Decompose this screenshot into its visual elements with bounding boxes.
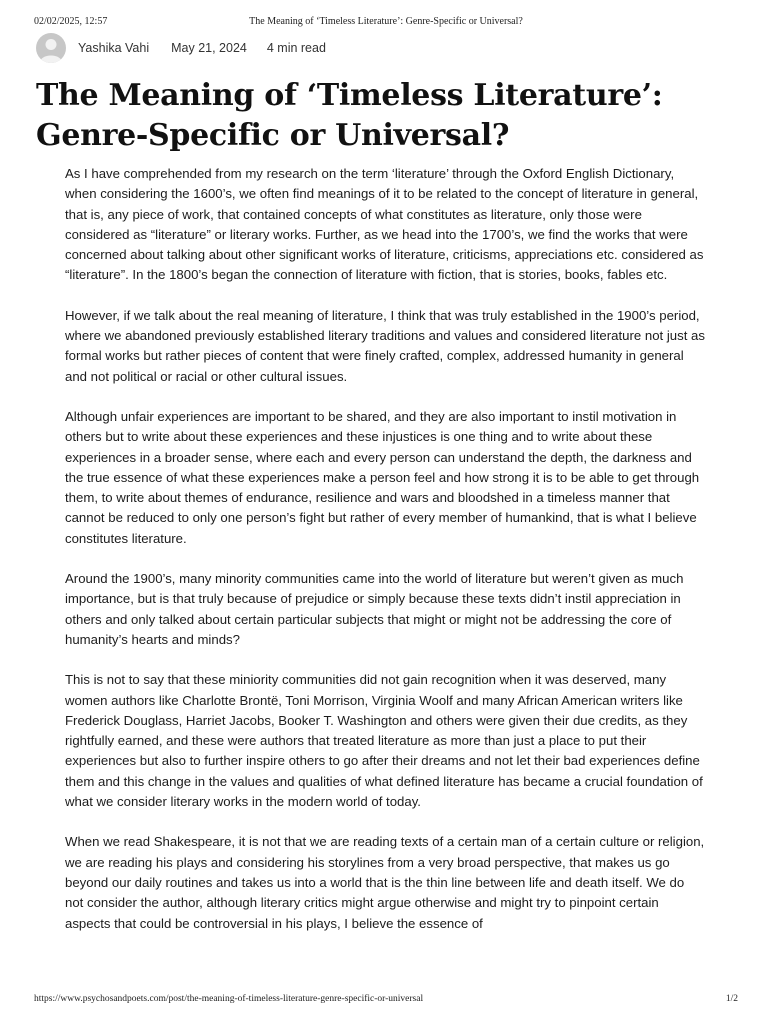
article-paragraph: Although unfair experiences are important to be shared, and they are also important to instil motivation in others but to write about these experiences and these injustices is one thing and to write about these experiences in a broader sense, where each and every person can understand the depth, the darkness and the true essence of what these experiences make a person feel and how strong it is to be able to get through them, to write about themes of endurance, resilience and wars and bloodshed in a timeless manner that cannot be reduced to only one person’s fight but rather of every member of humankind, that is what I believe constitutes literature.: [65, 408, 700, 546]
article-body: [65, 164, 705, 954]
page-url-link[interactable]: https://www.psychosandpoets.com/post/the-meaning-of-timeless-literature-genre-specific-or-universal: [34, 994, 424, 1004]
print-datetime: 02/02/2025, 12:57: [34, 16, 108, 27]
article-paragraph: However, if we talk about the real meaning of literature, I think that was truly established in the 1900’s period, where we abandoned previously established literary traditions and values and considered literature not just as formal works but rather pieces of content that were finely crafted, complex, addressed humanity in general and not political or racial or other cultural issues.: [65, 307, 705, 384]
author-row: [36, 33, 326, 63]
print-header: [34, 16, 738, 30]
print-footer: [34, 994, 738, 1008]
article-paragraph: Around the 1900’s, many minority communities came into the world of literature but weren’t given as much importance, but is that truly because of prejudice or simply because these texts didn’t instil appreciation in others and only talked about certain particular subjects that might or might not be addressing the core of humanity’s hearts and minds?: [65, 571, 684, 647]
print-document-title: The Meaning of ‘Timeless Literature’: Genre-Specific or Universal?: [249, 16, 523, 27]
article-paragraph: This is not to say that these miniority communities did not gain recognition when it was deserved, many women authors like Charlotte Brontë, Toni Morrison, Virginia Woolf and many African American writers like Frederick Douglass, Harriet Jacobs, Booker T. Washington and others were given their due credits, as they rightfully earned, and these were authors that treated literature as more than just a place to put their experiences but also to further inspire others to go after their dreams and not let their bad experiences define them and this change in the values and qualities of what defined literature has became a crucial foundation of what we consider literary works in the modern world of today.: [65, 672, 703, 810]
page-number: 1/2: [725, 994, 738, 1004]
read-time: 4 min read: [266, 41, 326, 55]
post-date: May 21, 2024: [171, 41, 247, 55]
article-title: The Meaning of ‘Timeless Literature’: Genre-Specific or Universal?: [36, 78, 663, 153]
article-paragraph: As I have comprehended from my research on the term ‘literature’ through the Oxford English Dictionary, when considering the 1600’s, we often find meanings of it to be related to the concept of literature in general, that is, any piece of work, that contained concepts of what constitutes as literature, only those were considered as “literature” or literary works. Further, as we head into the 1700’s, we find the works that were concerned about talking about other significant works of literature, criticisms, appreciations etc. considered as “literature”. In the 1800’s began the connection of literature with fiction, that is stories, books, fables etc.: [65, 166, 704, 283]
article-paragraph: When we read Shakespeare, it is not that we are reading texts of a certain man of a certain culture or religion, we are reading his plays and considering his storylines from a very broad perspective, that makes us go beyond our daily routines and takes us into a world that is the thin line between life and death itself. We do not consider the author, although literary critics might argue otherwise and might try to pinpoint certain aspects that could be controversial in his plays, I believe the essence of: [65, 834, 705, 931]
user-avatar-icon[interactable]: [36, 33, 66, 63]
author-name-link[interactable]: Yashika Vahi: [78, 41, 150, 55]
